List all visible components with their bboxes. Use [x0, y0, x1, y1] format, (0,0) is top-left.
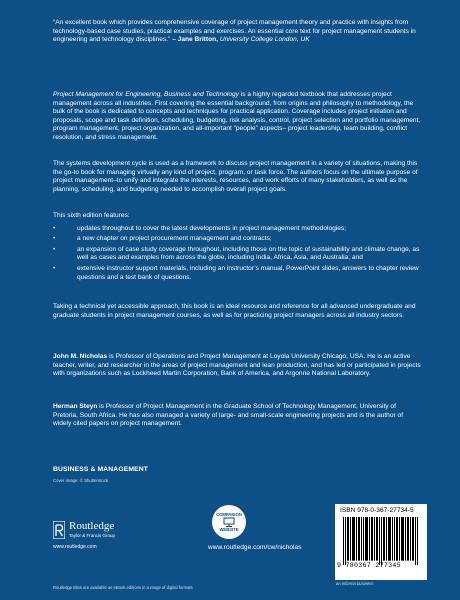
author-bio-steyn [53, 403, 421, 429]
ebook-footer-note: Routledge titles are available as eBook editions in a range of digital formats [53, 585, 193, 590]
author-name: Herman Steyn [53, 403, 98, 410]
monitor-icon [212, 517, 246, 527]
publisher-name: Routledge [69, 520, 115, 532]
informa-tagline: an informa business [336, 581, 374, 586]
approach-paragraph [53, 303, 421, 320]
feature-text: extensive instructor support materials, including an instructor’s manual, PowerPoint slides, answers to chapter review questions and a test bank of questions. [77, 264, 419, 281]
author-name: John M. Nicholas [53, 353, 108, 360]
companion-top-label: COMPANION [216, 512, 242, 517]
routledge-logo [53, 520, 153, 560]
isbn-digits: 9 780367 277345 [337, 562, 401, 569]
barcode-icon [343, 517, 419, 565]
bullet-icon: • [53, 245, 56, 253]
feature-item [53, 246, 421, 263]
sixth-edition-features [53, 212, 421, 284]
cover-image-credit: Cover image: © Shutterstock [53, 478, 108, 483]
bullet-icon: • [53, 264, 56, 272]
book-title: Project Management for Engineering, Business and Technology [53, 91, 239, 98]
publisher-website[interactable]: www.routledge.com [53, 544, 97, 550]
bullet-icon: • [53, 224, 56, 232]
approach-text: Taking a technical yet accessible approach, this book is an ideal resource and reference for all advanced undergraduate and graduate students in project management courses, as well as for practicing project managers across all industry sectors. [53, 303, 416, 319]
feature-text: updates throughout to cover the latest developments in project management methodologies; [77, 224, 347, 232]
author-bio: is Professor of Project Management in the Graduate School of Technology Management, University of Pretoria, South Africa. He has also managed a variety of large- and small-scale engineering projects and is the author of widely cited papers on project management. [53, 403, 404, 428]
subject-category: BUSINESS & MANAGEMENT [53, 466, 148, 473]
feature-item [53, 225, 421, 234]
quote-text: “An excellent book which provides comprehensive coverage of project management theory and practice with insights from technology-based case studies, practical examples and exercises. An essential core text for project management students in engineering and technology disciplines.” [53, 19, 416, 44]
publisher-group: Taylor & Francis Group [69, 533, 116, 538]
companion-bottom-label: WEBSITE [219, 527, 239, 532]
description-text: is a highly regarded textbook that addresses project management across all industries. First covering the essential background, from origins and philosophy to methodology, the bulk of the book is dedicated to concepts and techniques for practical application. Coverage includes project initiation and proposals, scope and task definition, scheduling, budgeting, risk analysis, control, project selection and portfolio management, program management, project organization, and all-important “people” aspects– project leadership, team building, conflict resolution, and stress management. [53, 91, 421, 141]
routledge-emblem-icon [53, 521, 65, 539]
author-bio-nicholas [53, 353, 421, 379]
companion-website-url[interactable]: www.routledge.com/cw/nicholas [208, 544, 302, 551]
feature-text: an expansion of case study coverage throughout, including those on the topic of sustainability and climate change, as well as cases and examples from across the globe, including India, Africa, Asia, and Australia; and [77, 245, 420, 262]
endorsement-quote [53, 19, 421, 45]
cycle-paragraph [53, 160, 421, 194]
cycle-text: The systems development cycle is used as a framework to discuss project management in a variety of situations, making this the go-to book for managing virtually any kind of project, program, or task force. The authors focus on the ultimate purpose of project management–to unify and integrate the interests, resources, and work efforts of many stakeholders, as well as the planning, scheduling, and budgeting needed to accomplish overall project goals. [53, 160, 418, 193]
features-list [53, 225, 421, 283]
bullet-icon: • [53, 235, 56, 243]
quote-author: – Jane Britton, [172, 36, 218, 44]
feature-item [53, 265, 421, 282]
feature-text: a new chapter on project procurement management and contracts; [77, 235, 272, 243]
quote-affiliation: University College London, UK [219, 36, 310, 44]
features-intro: This sixth edition features: [53, 212, 130, 219]
author-bio: is Professor of Operations and Project Management at Loyola University Chicago, USA. He is an active teacher, writer, and researcher in the areas of project management and lean production, and has led or participated in projects with organizations such as Lockheed Martin Corporation, Bank of America, and Argonne National Laboratory. [53, 353, 421, 378]
isbn-barcode-box [335, 504, 427, 580]
companion-website-badge [212, 505, 246, 539]
book-description [53, 91, 421, 143]
companion-badge-circle [212, 505, 246, 539]
feature-item [53, 235, 421, 244]
isbn-label: ISBN 978-0-367-27734-5 [340, 507, 414, 514]
